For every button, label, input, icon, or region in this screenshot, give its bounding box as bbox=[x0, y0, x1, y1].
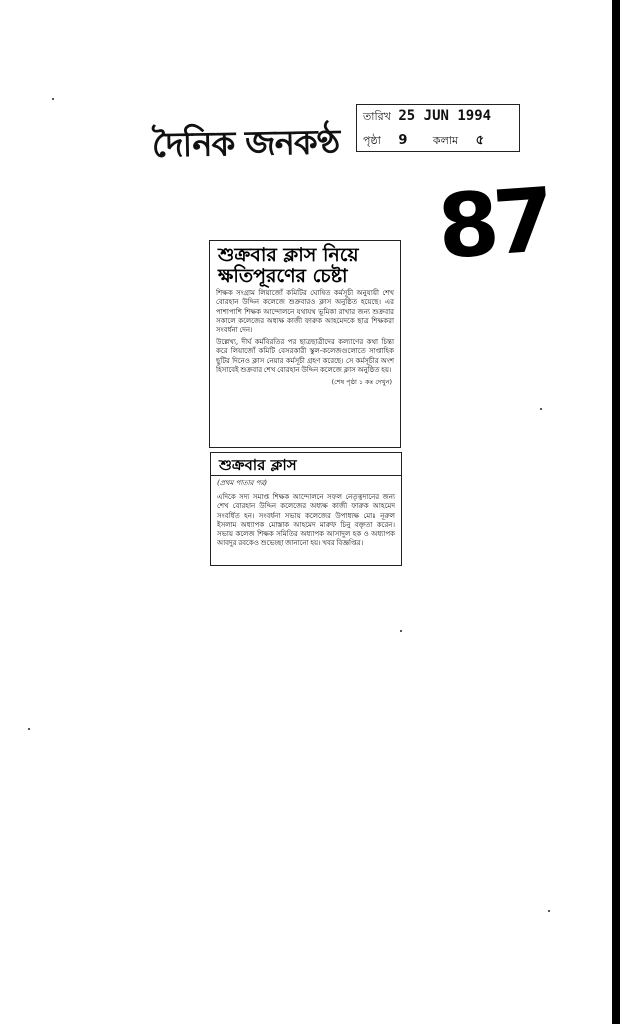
stamp-date-value: 25 JUN 1994 bbox=[398, 108, 492, 124]
scan-speck bbox=[52, 98, 54, 100]
stamp-page-label: পৃষ্ঠা bbox=[363, 134, 381, 147]
stamp-column-value: ৫ bbox=[475, 133, 485, 148]
stamp-page-row bbox=[363, 131, 506, 152]
scan-speck bbox=[548, 910, 550, 912]
stamp-page-value: 9 bbox=[398, 133, 408, 148]
article-headline: শুক্রবার ক্লাস নিয়ে ক্ষতিপূরণের চেষ্টা bbox=[218, 244, 359, 287]
stamp-column-label: কলাম bbox=[432, 134, 459, 147]
article-continued-note: (শেষ পৃষ্ঠা ১ কঃ দেখুন) bbox=[331, 378, 392, 387]
continuation-headline: শুক্রবার ক্লাস bbox=[211, 453, 401, 476]
continuation-subhead: (প্রথম পাতার পর) bbox=[217, 479, 268, 488]
stamp-date-label: তারিখ bbox=[363, 110, 391, 123]
stamp-date-row bbox=[363, 108, 491, 127]
scan-speck bbox=[540, 408, 542, 410]
scan-speck bbox=[28, 728, 30, 730]
newspaper-masthead: দৈনিক জনকণ্ঠ bbox=[151, 122, 340, 166]
article-paragraph-1: শিক্ষক সংগ্রাম লিয়াজোঁ কমিটির ঘোষিত কর্মসূচী অনুযায়ী শেখ বোরহান উদ্দিন কলেজে শুক্রবারও ক্লাস অনুষ্ঠিত হয়েছে। এর পাশাপাশি শিক্ষক আন্দোলনে যথাযথ ভূমিকা রাখার জন্য শুক্রবার সকালে কলেজের অধ্যক্ষ কাজী ফারুক আহমেদকে ছাত্র শিক্ষকরা সংবর্ধনা দেন। bbox=[216, 289, 394, 334]
article-paragraph-2: উল্লেখ্য, দীর্ঘ কর্মবিরতির পর ছাত্রছাত্রীদের কল্যাণের কথা চিন্তা করে লিয়াজোঁ কমিটি বেসরকারী স্কুল-কলেজগুলোতে সাপ্তাহিক ছুটির দিনেও ক্লাস নেয়ার কর্মসূচী গ্রহণ করেছে। সে কর্মসূচীর অংশ হিসাবেই শুক্রবার শেখ বোরহান উদ্দিন কলেজে ক্লাস অনুষ্ঠিত হয়। bbox=[216, 338, 394, 374]
continuation-paragraph: এদিকে সদ্য সমাপ্ত শিক্ষক আন্দোলনে সফল নেতৃত্বদানের জন্য শেখ বোরহান উদ্দিন কলেজের অধ্যক্ষ কাজী ফারুক আহমেদ সংবর্ধিত হন। সংবর্ধনা সভায় কলেজের উপাধ্যক্ষ মোঃ নূরুল ইসলাম অধ্যাপক মোস্তাক আহমেদ মারুফ চিনু বক্তৃতা করেন। সভায় কলেজ শিক্ষক সমিতির অধ্যাপক আসাদুল হক ও অধ্যাপক আবদুর রবকেও শুভেচ্ছা জানানো হয়। খবর বিজ্ঞপ্তির। bbox=[217, 493, 395, 548]
page-edge-shadow bbox=[612, 0, 620, 1024]
news-clipping-continuation bbox=[210, 452, 402, 566]
date-stamp bbox=[356, 104, 520, 152]
scan-speck bbox=[400, 630, 402, 632]
news-clipping-main bbox=[209, 240, 401, 448]
archive-number: 87 bbox=[434, 168, 552, 279]
